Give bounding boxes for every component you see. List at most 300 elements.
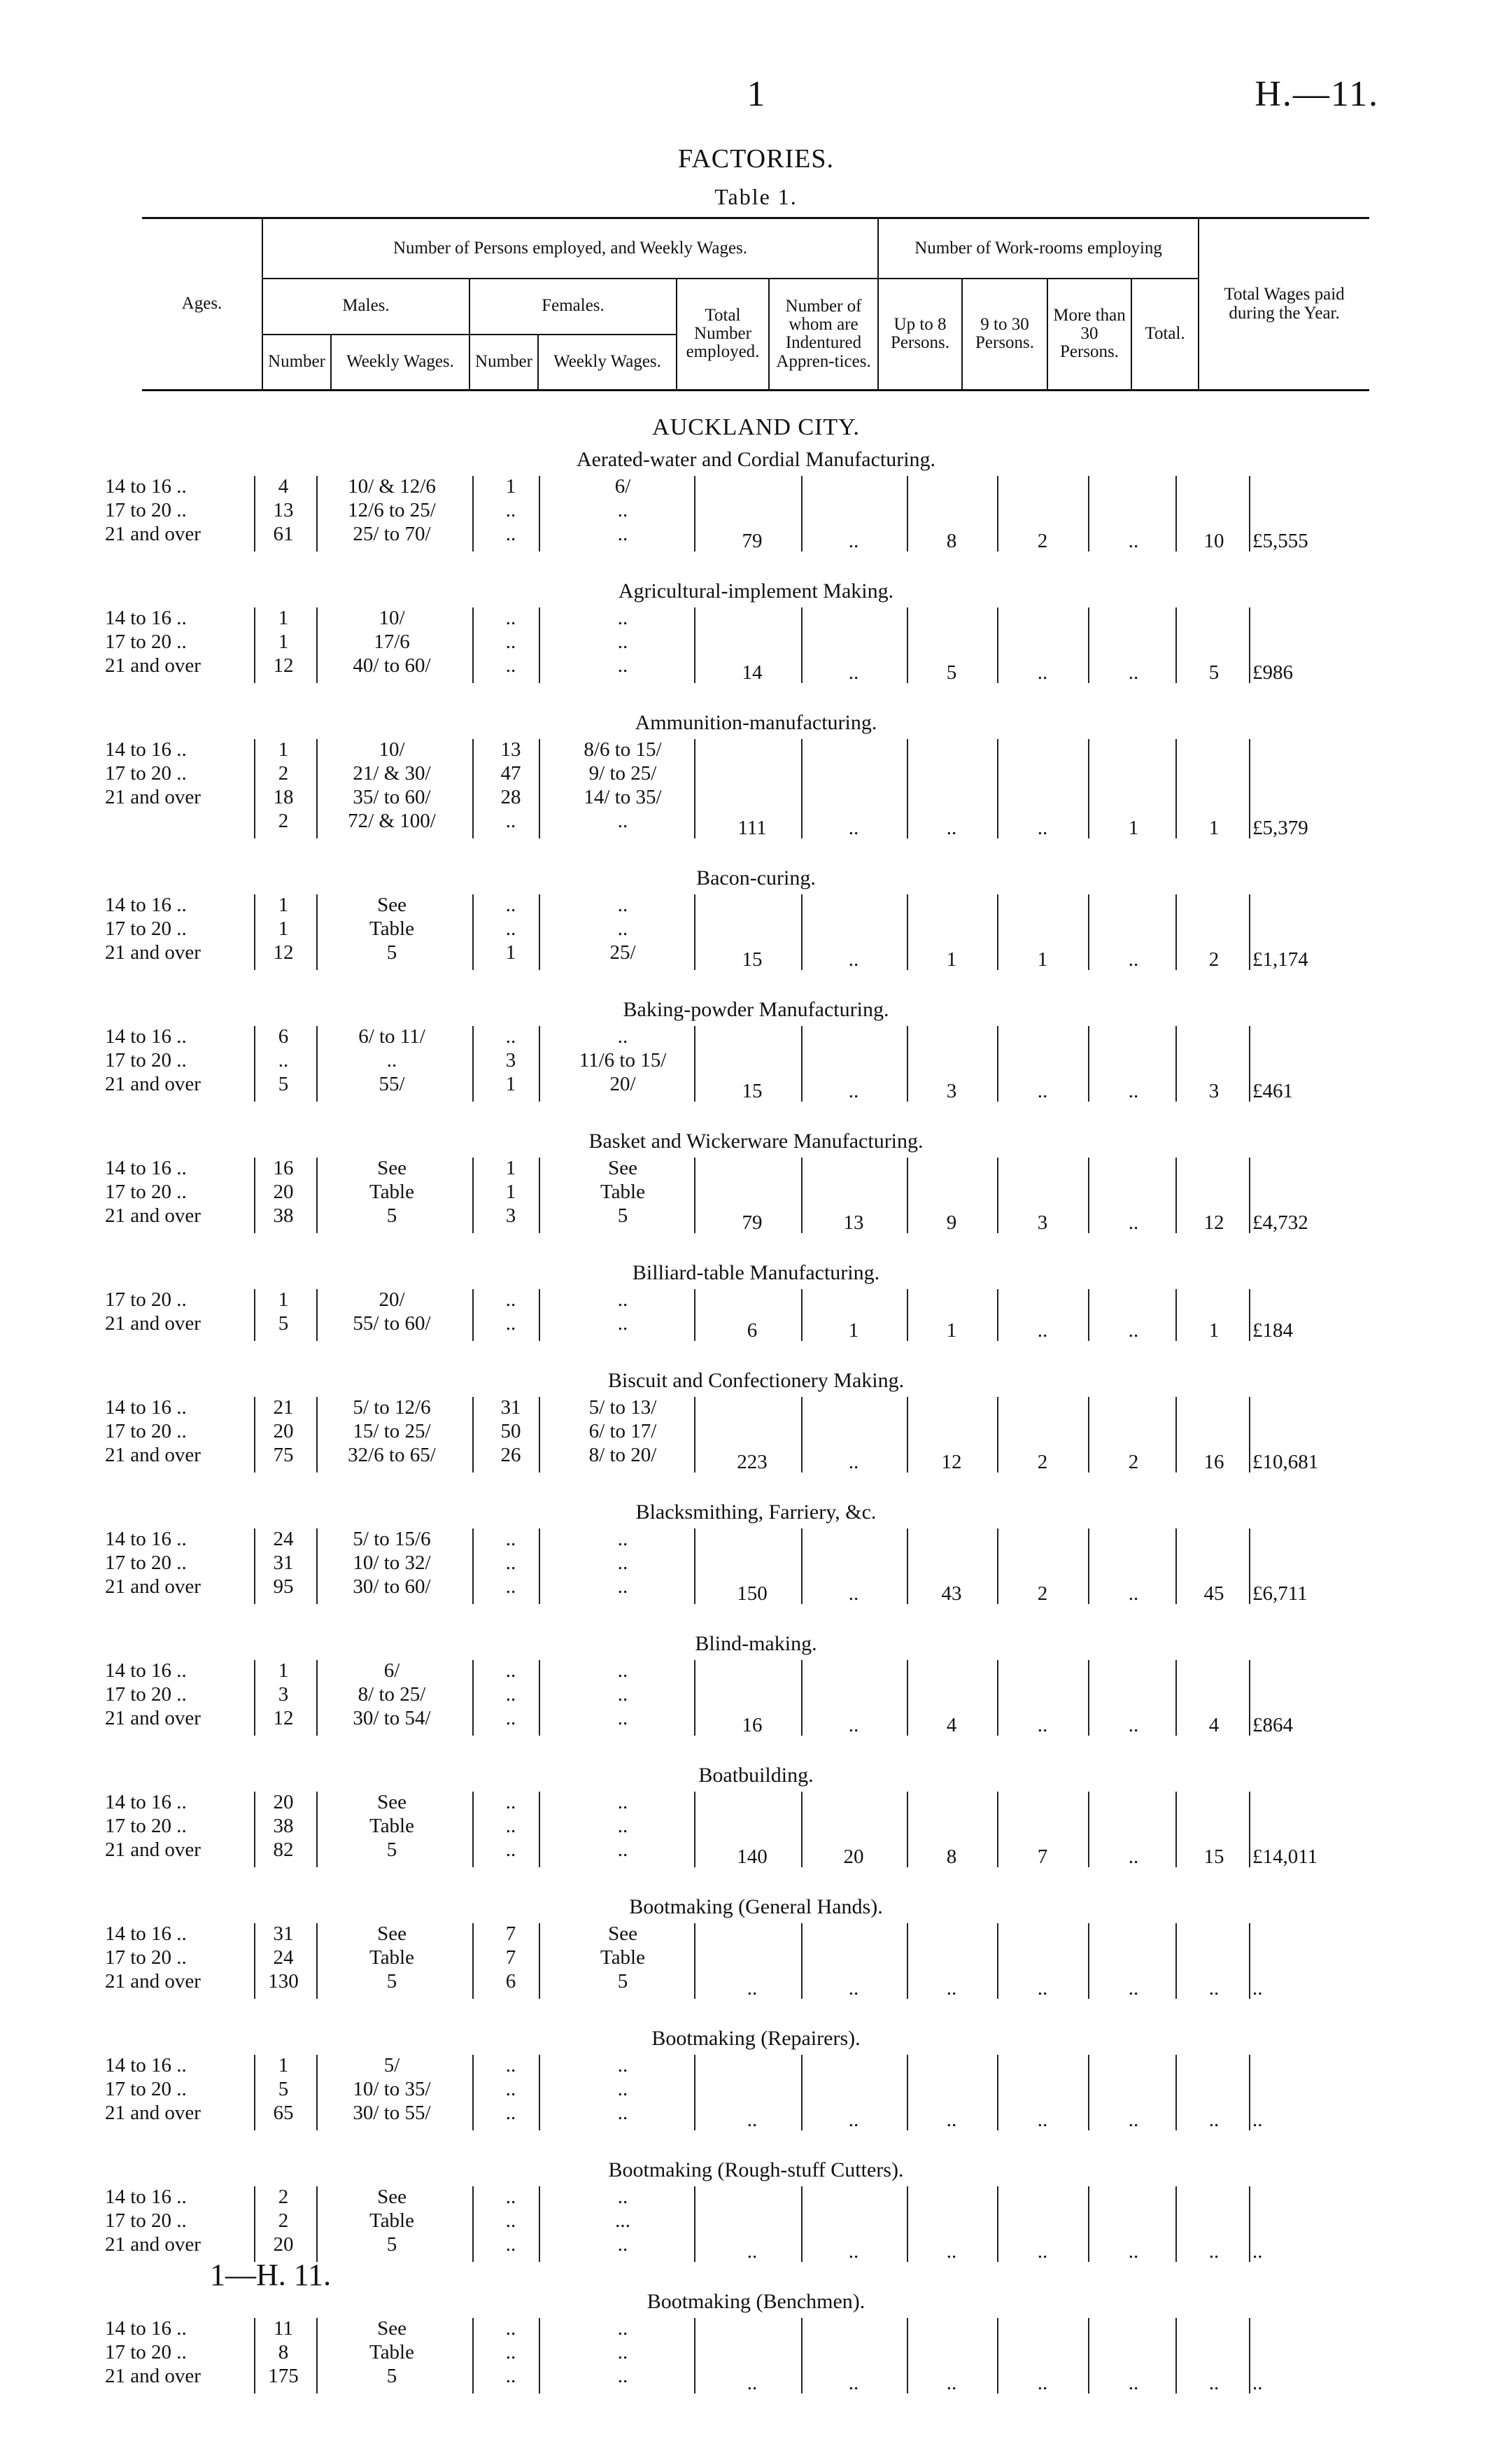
column-rule [316, 607, 318, 683]
column-rule [1175, 2055, 1177, 2130]
female-wages-cell: See [608, 1923, 637, 1945]
male-number-cell: 12 [273, 941, 294, 964]
apprentices-cell: .. [848, 1977, 859, 1999]
column-rule [254, 607, 255, 683]
column-rule [694, 1158, 695, 1233]
female-wages-cell: .. [617, 1839, 628, 1861]
column-rule [997, 1923, 998, 1999]
column-rule [801, 1923, 803, 1999]
column-rule [1175, 1397, 1177, 1472]
column-rule [316, 1158, 318, 1233]
workrooms-up-to-8-cell: 5 [946, 661, 957, 684]
header-workrooms-group: Number of Work-rooms employing [878, 218, 1199, 279]
workrooms-up-to-8-cell: 1 [946, 1319, 957, 1342]
column-rule [316, 1026, 318, 1102]
column-rule [539, 2186, 540, 2262]
male-number-cell: 3 [278, 1683, 289, 1706]
male-number-cell: 31 [273, 1552, 294, 1574]
column-rule [539, 1792, 540, 1867]
female-number-cell: .. [505, 523, 516, 545]
female-wages-cell: .. [617, 1659, 628, 1682]
age-cell: 17 to 20 .. [105, 1946, 187, 1969]
column-rule [539, 1528, 540, 1604]
female-number-cell: .. [505, 1575, 516, 1598]
workrooms-more-than-30-cell: .. [1128, 530, 1139, 552]
workrooms-9-to-30-cell: .. [1037, 1080, 1048, 1102]
female-number-cell: .. [505, 607, 516, 629]
column-rule [997, 1792, 998, 1867]
male-wages-cell: 20/ [379, 1288, 405, 1311]
male-wages-cell: 10/ to 32/ [353, 1552, 431, 1574]
female-number-cell: .. [505, 2341, 516, 2363]
column-rule [316, 1289, 318, 1341]
female-number-cell: .. [505, 1683, 516, 1706]
workrooms-9-to-30-cell: 7 [1037, 1846, 1048, 1868]
female-wages-cell: .. [617, 654, 628, 677]
male-wages-cell: 5/ to 12/6 [353, 1396, 431, 1419]
female-number-cell: .. [505, 654, 516, 677]
female-number-cell: 1 [505, 941, 516, 964]
female-number-cell: 1 [505, 1073, 516, 1095]
workrooms-more-than-30-cell: .. [1128, 1977, 1139, 1999]
total-wages-cell: .. [1252, 1977, 1263, 1999]
column-rule [1175, 1923, 1177, 1999]
male-wages-cell: Table [369, 918, 414, 940]
column-rule [472, 739, 474, 838]
apprentices-cell: 20 [843, 1846, 864, 1868]
female-number-cell: .. [505, 2209, 516, 2232]
total-employed-cell: .. [747, 2109, 758, 2131]
female-wages-cell: 20/ [609, 1073, 636, 1095]
column-rule [316, 894, 318, 970]
column-rule [907, 1660, 908, 1736]
male-number-cell: 95 [273, 1575, 294, 1598]
column-rule [254, 1397, 255, 1472]
total-wages-cell: £6,711 [1252, 1582, 1308, 1605]
male-number-cell: 11 [274, 2317, 293, 2340]
apprentices-cell: 1 [848, 1319, 859, 1342]
column-rule [316, 1792, 318, 1867]
column-rule [472, 607, 474, 683]
column-rule [539, 1026, 540, 1102]
column-rule [694, 2055, 695, 2130]
column-rule [1175, 2318, 1177, 2394]
age-cell: 21 and over [105, 654, 201, 677]
column-rule [472, 894, 474, 970]
male-wages-cell: See [377, 1791, 407, 1813]
age-cell: 14 to 16 .. [105, 1025, 187, 1048]
column-rule [694, 2186, 695, 2262]
female-number-cell: 3 [505, 1049, 516, 1071]
column-rule [539, 1923, 540, 1999]
male-wages-cell: 72/ & 100/ [348, 810, 436, 832]
female-number-cell: 7 [505, 1923, 516, 1945]
male-wages-cell: See [377, 2317, 407, 2340]
age-cell: 17 to 20 .. [105, 1288, 187, 1311]
workrooms-total-cell: 2 [1208, 948, 1220, 971]
apprentices-cell: .. [848, 948, 859, 971]
workrooms-more-than-30-cell: .. [1128, 948, 1139, 971]
workrooms-up-to-8-cell: .. [946, 2372, 957, 2394]
column-rule [1175, 607, 1177, 683]
total-employed-cell: .. [747, 2372, 758, 2394]
male-wages-cell: 12/6 to 25/ [348, 499, 436, 521]
column-rule [316, 2186, 318, 2262]
male-wages-cell: 17/6 [374, 631, 410, 653]
total-employed-cell: 223 [737, 1451, 768, 1473]
column-rule [907, 476, 908, 551]
female-number-cell: 47 [500, 762, 521, 785]
column-rule [539, 2055, 540, 2130]
column-rule [1175, 1026, 1177, 1102]
male-number-cell: 82 [273, 1839, 294, 1861]
header-male-number: Number [262, 335, 331, 391]
column-rule [472, 1397, 474, 1472]
apprentices-cell: 13 [843, 1211, 864, 1234]
column-rule [907, 1158, 908, 1233]
column-rule [907, 1397, 908, 1472]
column-rule [1249, 2186, 1250, 2262]
column-rule [316, 2318, 318, 2394]
column-rule [1088, 607, 1089, 683]
male-number-cell: 5 [278, 1312, 289, 1335]
age-cell: 21 and over [105, 1707, 201, 1729]
table-caption: Table 1. [714, 184, 798, 209]
column-rule [1249, 2055, 1250, 2130]
column-rule [694, 1528, 695, 1604]
total-employed-cell: .. [747, 1977, 758, 1999]
column-rule [254, 1923, 255, 1999]
male-wages-cell: Table [369, 2209, 414, 2232]
age-cell: 17 to 20 .. [105, 1181, 187, 1203]
female-wages-cell: 5 [617, 1970, 628, 1992]
workrooms-9-to-30-cell: .. [1037, 1977, 1048, 1999]
header-males: Males. [262, 279, 469, 335]
female-wages-cell: .. [617, 631, 628, 653]
male-wages-cell: Table [369, 1946, 414, 1969]
column-rule [1175, 1158, 1177, 1233]
age-cell: 21 and over [105, 941, 201, 964]
female-wages-cell: 6/ [614, 475, 631, 498]
industry-title: Billiard-table Manufacturing. [632, 1261, 880, 1284]
industry-title: Aerated-water and Cordial Manufacturing. [576, 448, 936, 471]
male-wages-cell: 25/ to 70/ [353, 523, 431, 545]
age-cell: 14 to 16 .. [105, 2186, 187, 2208]
male-wages-cell: 6/ to 11/ [358, 1025, 425, 1048]
female-number-cell: .. [505, 1815, 516, 1837]
column-rule [539, 1289, 540, 1341]
workrooms-more-than-30-cell: .. [1128, 1319, 1139, 1342]
male-number-cell: 65 [273, 2102, 294, 2124]
total-wages-cell: £5,379 [1252, 817, 1308, 839]
male-wages-cell: Table [369, 2341, 414, 2363]
column-rule [254, 894, 255, 970]
age-cell: 14 to 16 .. [105, 1396, 187, 1419]
column-rule [1088, 1026, 1089, 1102]
female-number-cell: .. [505, 1025, 516, 1048]
age-cell: 17 to 20 .. [105, 762, 187, 785]
female-wages-cell: .. [617, 810, 628, 832]
male-number-cell: 5 [278, 1073, 289, 1095]
male-number-cell: 38 [273, 1815, 294, 1837]
male-wages-cell: 30/ to 55/ [353, 2102, 431, 2124]
female-wages-cell: .. [617, 523, 628, 545]
column-rule [1249, 739, 1250, 838]
female-number-cell: .. [505, 1791, 516, 1813]
section-heading-city: AUCKLAND CITY. [652, 414, 860, 440]
total-wages-cell: .. [1252, 2109, 1263, 2131]
column-rule [997, 1289, 998, 1341]
male-number-cell: 61 [273, 523, 294, 545]
age-cell: 21 and over [105, 2233, 201, 2256]
female-wages-cell: .. [617, 1288, 628, 1311]
age-cell: 17 to 20 .. [105, 1552, 187, 1574]
workrooms-9-to-30-cell: .. [1037, 2372, 1048, 2394]
column-rule [997, 1026, 998, 1102]
male-wages-cell: 5 [386, 1839, 397, 1861]
workrooms-9-to-30-cell: .. [1037, 1319, 1048, 1342]
male-number-cell: 2 [278, 2186, 289, 2208]
page-number: 1 [747, 74, 765, 114]
column-rule [316, 1660, 318, 1736]
column-rule [801, 1026, 803, 1102]
column-rule [1088, 2186, 1089, 2262]
column-rule [997, 739, 998, 838]
column-rule [539, 1660, 540, 1736]
industry-title: Boatbuilding. [698, 1764, 814, 1787]
female-number-cell: .. [505, 2102, 516, 2124]
age-cell: 17 to 20 .. [105, 1420, 187, 1442]
total-employed-cell: 15 [742, 948, 763, 971]
female-number-cell: 26 [500, 1444, 521, 1466]
female-number-cell: .. [505, 1839, 516, 1861]
industry-title: Blind-making. [695, 1632, 817, 1655]
header-ages: Ages. [142, 218, 262, 391]
workrooms-9-to-30-cell: 2 [1037, 1451, 1048, 1473]
age-cell: 21 and over [105, 2102, 201, 2124]
apprentices-cell: .. [848, 817, 859, 839]
female-number-cell: 31 [500, 1396, 521, 1419]
total-employed-cell: 16 [742, 1714, 763, 1736]
column-rule [1249, 1289, 1250, 1341]
age-cell: 21 and over [105, 1312, 201, 1335]
age-cell: 21 and over [105, 2365, 201, 2387]
age-cell: 21 and over [105, 1444, 201, 1466]
total-employed-cell: .. [747, 2240, 758, 2263]
column-rule [472, 2186, 474, 2262]
column-rule [694, 1792, 695, 1867]
age-cell: 21 and over [105, 1204, 201, 1227]
workrooms-up-to-8-cell: 12 [941, 1451, 962, 1473]
apprentices-cell: .. [848, 1582, 859, 1605]
female-wages-cell: .. [617, 1815, 628, 1837]
female-number-cell: 1 [505, 475, 516, 498]
workrooms-9-to-30-cell: .. [1037, 817, 1048, 839]
male-wages-cell: 10/ [379, 738, 405, 761]
workrooms-up-to-8-cell: 9 [946, 1211, 957, 1234]
age-cell: 21 and over [105, 1970, 201, 1992]
column-rule [1088, 1792, 1089, 1867]
column-rule [694, 2318, 695, 2394]
column-rule [907, 1792, 908, 1867]
age-cell: 14 to 16 .. [105, 1659, 187, 1682]
male-number-cell: 18 [273, 786, 294, 808]
apprentices-cell: .. [848, 661, 859, 684]
apprentices-cell: .. [848, 1714, 859, 1736]
column-rule [1249, 894, 1250, 970]
female-number-cell: .. [505, 2186, 516, 2208]
workrooms-9-to-30-cell: 2 [1037, 530, 1048, 552]
column-rule [1088, 1660, 1089, 1736]
workrooms-total-cell: 10 [1203, 530, 1224, 552]
male-wages-cell: 10/ to 35/ [353, 2078, 431, 2100]
column-rule [997, 1660, 998, 1736]
workrooms-total-cell: 15 [1203, 1846, 1224, 1868]
column-rule [1175, 739, 1177, 838]
header-persons-group: Number of Persons employed, and Weekly Wages. [262, 218, 878, 279]
column-rule [1249, 1528, 1250, 1604]
column-rule [1249, 1158, 1250, 1233]
age-cell: 14 to 16 .. [105, 2054, 187, 2076]
column-rule [1088, 2055, 1089, 2130]
workrooms-up-to-8-cell: .. [946, 2240, 957, 2263]
female-number-cell: .. [505, 2365, 516, 2387]
document-reference: H.—11. [1255, 74, 1379, 114]
column-rule [907, 2318, 908, 2394]
age-cell: 17 to 20 .. [105, 2209, 187, 2232]
total-employed-cell: 111 [737, 817, 767, 839]
female-wages-cell: .. [617, 2186, 628, 2208]
male-number-cell: 12 [273, 654, 294, 677]
industry-title: Bootmaking (General Hands). [629, 1895, 883, 1918]
column-rule [254, 739, 255, 838]
male-number-cell: 1 [278, 1659, 289, 1682]
column-rule [472, 2318, 474, 2394]
male-number-cell: 6 [278, 1025, 289, 1048]
column-rule [694, 894, 695, 970]
female-number-cell: .. [505, 1552, 516, 1574]
female-number-cell: .. [505, 2078, 516, 2100]
column-rule [907, 2055, 908, 2130]
column-rule [997, 607, 998, 683]
column-rule [316, 1923, 318, 1999]
column-rule [539, 2318, 540, 2394]
column-rule [1175, 1792, 1177, 1867]
header-female-number: Number [469, 335, 538, 391]
female-wages-cell: 9/ to 25/ [588, 762, 657, 785]
workrooms-more-than-30-cell: 2 [1128, 1451, 1139, 1473]
column-rule [254, 1660, 255, 1736]
male-number-cell: 12 [273, 1707, 294, 1729]
workrooms-up-to-8-cell: 4 [946, 1714, 957, 1736]
column-rule [472, 2055, 474, 2130]
column-rule [907, 607, 908, 683]
female-wages-cell: 25/ [609, 941, 636, 964]
header-9-to-30: 9 to 30 Persons. [962, 279, 1047, 391]
header-up-to-8: Up to 8 Persons. [878, 279, 962, 391]
workrooms-up-to-8-cell: 43 [941, 1582, 962, 1605]
age-cell: 17 to 20 .. [105, 1683, 187, 1706]
column-rule [997, 1528, 998, 1604]
workrooms-9-to-30-cell: .. [1037, 2109, 1048, 2131]
female-number-cell: .. [505, 2233, 516, 2256]
female-number-cell: .. [505, 1312, 516, 1335]
workrooms-9-to-30-cell: 1 [1037, 948, 1048, 971]
male-wages-cell: 32/6 to 65/ [348, 1444, 436, 1466]
male-wages-cell: See [377, 2186, 407, 2208]
total-wages-cell: £461 [1252, 1080, 1293, 1102]
male-number-cell: 31 [273, 1923, 294, 1945]
female-wages-cell: .. [617, 2233, 628, 2256]
column-rule [997, 1158, 998, 1233]
workrooms-total-cell: 1 [1208, 1319, 1220, 1342]
female-number-cell: 1 [505, 1181, 516, 1203]
column-rule [539, 476, 540, 551]
female-wages-cell: Table [600, 1946, 645, 1969]
column-rule [472, 1660, 474, 1736]
column-rule [472, 1289, 474, 1341]
column-rule [1088, 894, 1089, 970]
column-rule [694, 1289, 695, 1341]
workrooms-total-cell: .. [1208, 1977, 1220, 1999]
female-wages-cell: See [608, 1157, 637, 1179]
column-rule [801, 476, 803, 551]
male-wages-cell: 5 [386, 941, 397, 964]
column-rule [801, 1660, 803, 1736]
column-rule [907, 2186, 908, 2262]
female-wages-cell: ... [615, 2209, 630, 2232]
age-cell: 14 to 16 .. [105, 475, 187, 498]
total-wages-cell: £184 [1252, 1319, 1293, 1342]
male-number-cell: 4 [278, 475, 289, 498]
age-cell: 17 to 20 .. [105, 1815, 187, 1837]
male-wages-cell: .. [386, 1049, 397, 1071]
column-rule [801, 1158, 803, 1233]
male-number-cell: 1 [278, 631, 289, 653]
male-wages-cell: 5 [386, 2233, 397, 2256]
column-rule [801, 1528, 803, 1604]
column-rule [907, 1289, 908, 1341]
workrooms-9-to-30-cell: .. [1037, 661, 1048, 684]
column-rule [1175, 1528, 1177, 1604]
male-wages-cell: See [377, 894, 407, 916]
female-number-cell: .. [505, 2317, 516, 2340]
total-wages-cell: .. [1252, 2240, 1263, 2263]
column-rule [472, 1792, 474, 1867]
column-rule [254, 476, 255, 551]
column-rule [472, 476, 474, 551]
column-rule [254, 2186, 255, 2262]
column-rule [472, 1026, 474, 1102]
column-rule [694, 607, 695, 683]
workrooms-up-to-8-cell: 1 [946, 948, 957, 971]
male-wages-cell: 8/ to 25/ [358, 1683, 426, 1706]
apprentices-cell: .. [848, 2372, 859, 2394]
column-rule [539, 1397, 540, 1472]
female-number-cell: .. [505, 810, 516, 832]
female-number-cell: 50 [500, 1420, 521, 1442]
male-wages-cell: See [377, 1157, 407, 1179]
age-cell: 17 to 20 .. [105, 1049, 187, 1071]
female-number-cell: .. [505, 1707, 516, 1729]
male-number-cell: 8 [278, 2341, 289, 2363]
column-rule [1088, 739, 1089, 838]
female-wages-cell: 5/ to 13/ [588, 1396, 657, 1419]
age-cell: 17 to 20 .. [105, 499, 187, 521]
column-rule [1249, 607, 1250, 683]
column-rule [254, 1528, 255, 1604]
total-employed-cell: 14 [742, 661, 763, 684]
